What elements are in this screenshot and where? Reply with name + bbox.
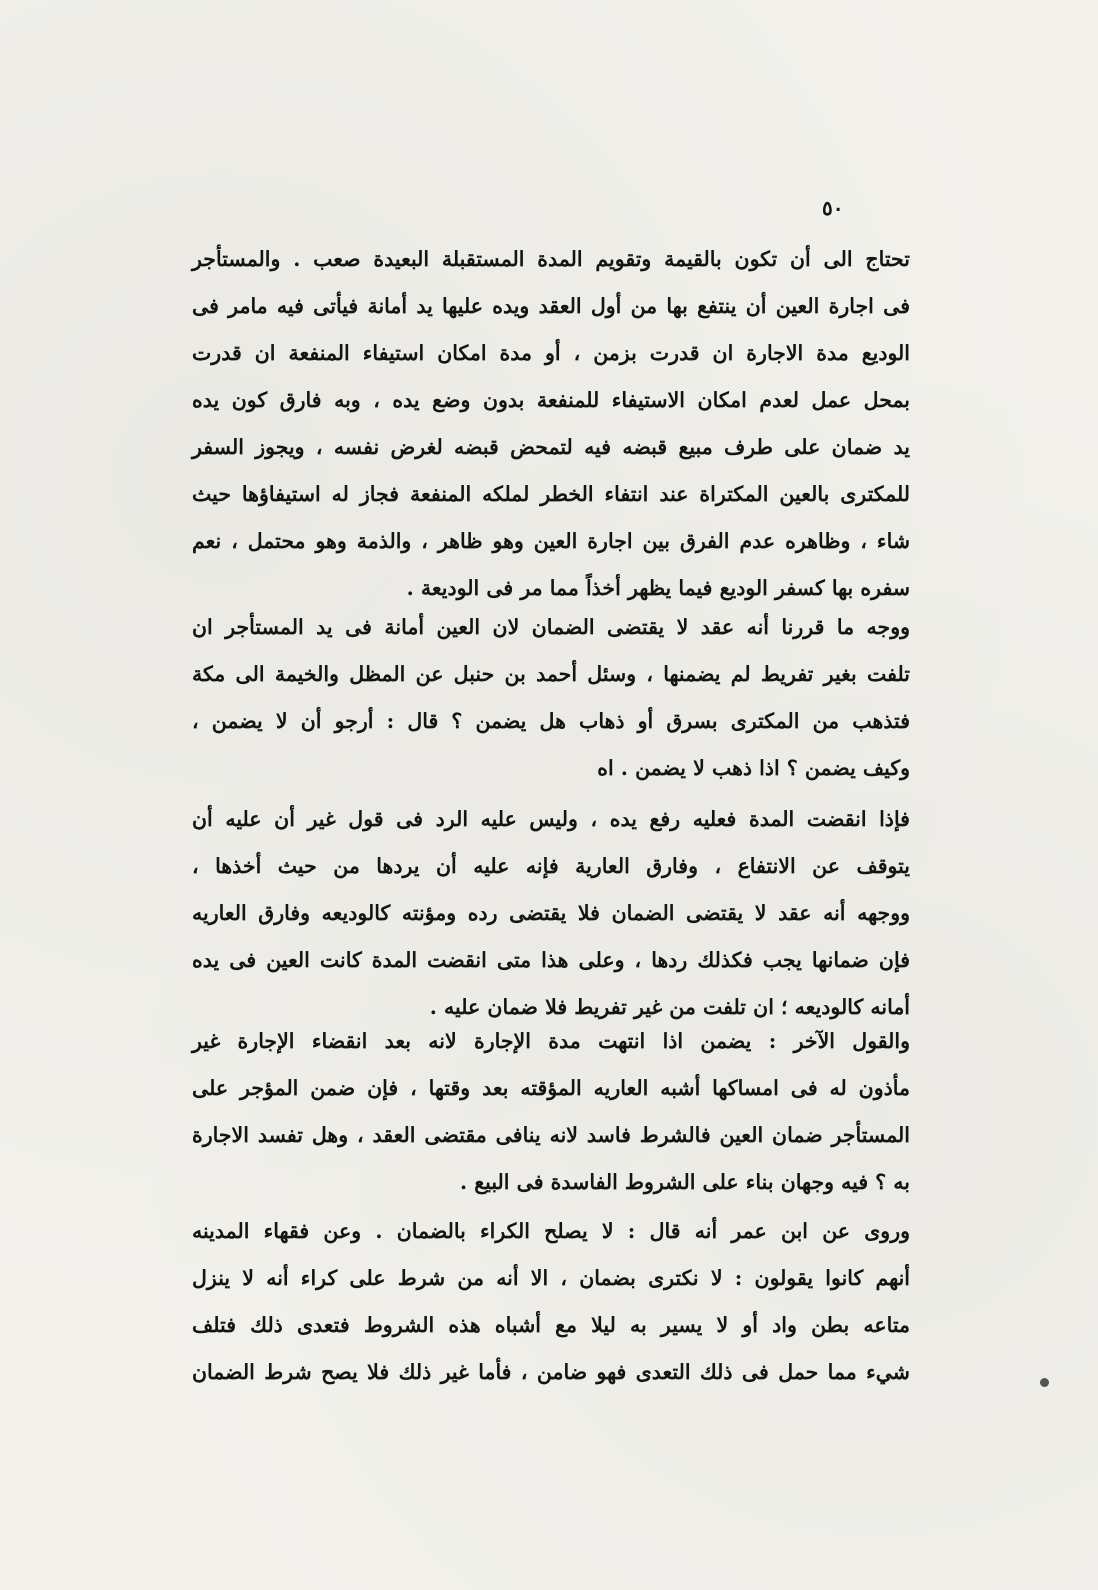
text-line: تلفت بغير تفريط لم يضمنها ، وسئل أحمد بن حنبل عن المظل والخيمة الى مكة [192, 662, 910, 686]
text-line: للمكترى بالعين المكتراة عند انتفاء الخطر لملكه المنفعة فجاز له استيفاؤها حيث [192, 482, 910, 506]
paragraph-2 [192, 604, 910, 792]
paragraph-1 [192, 236, 910, 612]
text-line: متاعه بطن واد أو لا يسير به ليلا مع أشباه هذه الشروط فتعدى ذلك فتلف [192, 1313, 910, 1337]
text-line: فإذا انقضت المدة فعليه رفع يده ، وليس عليه الرد فى قول غير أن عليه أن [192, 807, 910, 831]
text-line: ووجه ما قررنا أنه عقد لا يقتضى الضمان لان العين أمانة فى يد المستأجر ان [192, 615, 910, 639]
text-line: ووجهه أنه عقد لا يقتضى الضمان فلا يقتضى رده ومؤنته كالوديعه وفارق العاريه [192, 901, 910, 925]
text-line: شاء ، وظاهره عدم الفرق بين اجارة العين وهو ظاهر ، والذمة وهو محتمل ، نعم [192, 529, 910, 553]
text-line: فتذهب من المكترى بسرق أو ذهاب هل يضمن ؟ قال : أرجو أن لا يضمن ، [192, 709, 910, 733]
text-line: وكيف يضمن ؟ اذا ذهب لا يضمن . اه [597, 756, 910, 780]
text-line: أمانه كالوديعه ؛ ان تلفت من غير تفريط فلا ضمان عليه . [429, 995, 910, 1019]
text-line: يتوقف عن الانتفاع ، وفارق العارية فإنه عليه أن يردها من حيث أخذها ، [192, 854, 910, 878]
text-line: فإن ضمانها يجب فكذلك ردها ، وعلى هذا متى انقضت المدة كانت العين فى يده [192, 948, 910, 972]
text-line: شيء مما حمل فى ذلك التعدى فهو ضامن ، فأما غير ذلك فلا يصح شرط الضمان [192, 1360, 910, 1384]
text-line: تحتاج الى أن تكون بالقيمة وتقويم المدة المستقبلة البعيدة صعب . والمستأجر [192, 247, 910, 271]
paragraph-3 [192, 796, 910, 1031]
paragraph-4 [192, 1018, 910, 1206]
ink-speck [1040, 1378, 1049, 1387]
text-line: أنهم كانوا يقولون : لا نكترى بضمان ، الا أنه من شرط على كراء أنه لا ينزل [192, 1266, 910, 1290]
text-line: يد ضمان على طرف مبيع قبضه فيه لتمحض قبضه لغرض نفسه ، ويجوز السفر [192, 435, 910, 459]
text-line: فى اجارة العين أن ينتفع بها من أول العقد ويده عليها يد أمانة فيأتى فيه مامر فى [192, 294, 910, 318]
text-line: المستأجر ضمان العين فالشرط فاسد لانه ينافى مقتضى العقد ، وهل تفسد الاجارة [192, 1123, 910, 1147]
text-line: مأذون له فى امساكها أشبه العاريه المؤقته بعد وقتها ، فإن ضمن المؤجر على [192, 1076, 910, 1100]
paragraph-5 [192, 1208, 910, 1396]
text-line: سفره بها كسفر الوديع فيما يظهر أخذاً مما مر فى الوديعة . [406, 576, 910, 600]
text-line: والقول الآخر : يضمن اذا انتهت مدة الإجارة لانه بعد انقضاء الإجارة غير [192, 1029, 910, 1053]
text-line: وروى عن ابن عمر أنه قال : لا يصلح الكراء بالضمان . وعن فقهاء المدينه [192, 1219, 910, 1243]
text-line: الوديع مدة الاجارة ان قدرت بزمن ، أو مدة امكان استيفاء المنفعة ان قدرت [192, 341, 910, 365]
text-line: بمحل عمل لعدم امكان الاستيفاء للمنفعة بدون وضع يده ، وبه فارق كون يده [192, 388, 910, 412]
page-number: ٥٠ [822, 196, 844, 220]
text-line: به ؟ فيه وجهان بناء على الشروط الفاسدة فى البيع . [459, 1170, 910, 1194]
